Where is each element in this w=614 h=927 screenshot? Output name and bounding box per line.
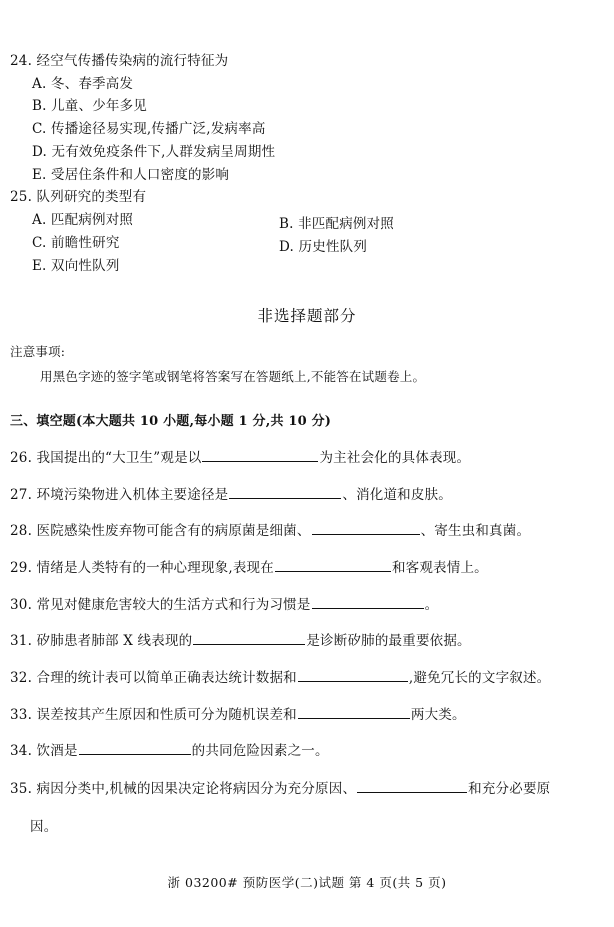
question-32 (10, 668, 550, 687)
question-28 (10, 521, 530, 540)
question-30 (10, 595, 438, 614)
question-24-option-a: A. 冬、春季高发 (32, 76, 134, 92)
question-29-blank (275, 558, 391, 572)
question-33-blank (298, 705, 410, 719)
question-28-post: 、寄生虫和真菌。 (420, 523, 531, 539)
question-34-post: 的共同危险因素之一。 (191, 743, 329, 759)
question-30-blank (312, 595, 424, 609)
question-24-option-b: B. 儿童、少年多见 (32, 98, 148, 114)
question-29 (10, 558, 488, 577)
question-25-option-a: A. 匹配病例对照 (32, 212, 134, 228)
question-28-blank (312, 521, 420, 535)
question-35-continuation: 因。 (30, 819, 58, 835)
question-32-blank (298, 668, 408, 682)
question-33 (10, 705, 466, 724)
part-title: 非选择题部分 (257, 307, 357, 325)
notice-heading: 注意事项: (10, 344, 66, 359)
question-24-option-e: E. 受居住条件和人口密度的影响 (32, 167, 230, 183)
question-24-option-c: C. 传播途径易实现,传播广泛,发病率高 (32, 121, 266, 137)
question-31 (10, 631, 471, 650)
question-33-post: 两大类。 (410, 707, 466, 723)
section-title: 三、填空题(本大题共 10 小题,每小题 1 分,共 10 分) (10, 414, 332, 429)
question-35 (10, 779, 550, 798)
page-footer: 浙 03200# 预防医学(二)试题 第 4 页(共 5 页) (167, 875, 447, 890)
question-26-post: 为主社会化的具体表现。 (319, 450, 471, 466)
question-34-blank (79, 741, 191, 755)
question-30-pre: 30. 常见对健康危害较大的生活方式和行为习惯是 (10, 597, 311, 613)
question-31-post: 是诊断矽肺的最重要依据。 (306, 633, 471, 649)
question-33-pre: 33. 误差按其产生原因和性质可分为随机误差和 (10, 707, 297, 723)
question-35-pre: 35. 病因分类中,机械的因果决定论将病因分为充分原因、 (10, 781, 357, 797)
question-27-pre: 27. 环境污染物进入机体主要途径是 (10, 487, 229, 503)
question-29-post: 和客观表情上。 (391, 560, 488, 576)
question-32-pre: 32. 合理的统计表可以简单正确表达统计数据和 (10, 670, 297, 686)
question-34-pre: 34. 饮酒是 (10, 743, 78, 759)
question-24-option-d: D. 无有效免疫条件下,人群发病呈周期性 (32, 144, 276, 160)
question-35-blank (357, 779, 467, 793)
question-27-blank (229, 485, 341, 499)
question-35-post: 和充分必要原 (468, 781, 551, 797)
question-31-pre: 31. 矽肺患者肺部 X 线表现的 (10, 633, 193, 649)
question-25-option-d: D. 历史性队列 (279, 239, 368, 255)
question-32-post: ,避免冗长的文字叙述。 (408, 670, 551, 686)
question-31-blank (193, 631, 305, 645)
question-30-post: 。 (424, 597, 439, 613)
notice-body: 用黑色字迹的签字笔或钢笔将答案写在答题纸上,不能答在试题卷上。 (40, 369, 426, 384)
question-26 (10, 448, 470, 467)
question-25-option-c: C. 前瞻性研究 (32, 235, 120, 251)
question-27 (10, 485, 452, 504)
question-25-stem: 25. 队列研究的类型有 (10, 189, 147, 205)
question-29-pre: 29. 情绪是人类特有的一种心理现象,表现在 (10, 560, 274, 576)
question-26-blank (202, 448, 318, 462)
question-34 (10, 741, 329, 760)
question-24-stem: 24. 经空气传播传染病的流行特征为 (10, 53, 229, 69)
question-27-post: 、消化道和皮肤。 (342, 487, 452, 503)
question-25-option-e: E. 双向性队列 (32, 258, 120, 274)
question-26-pre: 26. 我国提出的“大卫生”观是以 (10, 450, 202, 466)
question-25-option-b: B. 非匹配病例对照 (279, 216, 395, 232)
question-28-pre: 28. 医院感染性废弃物可能含有的病原菌是细菌、 (10, 523, 311, 539)
